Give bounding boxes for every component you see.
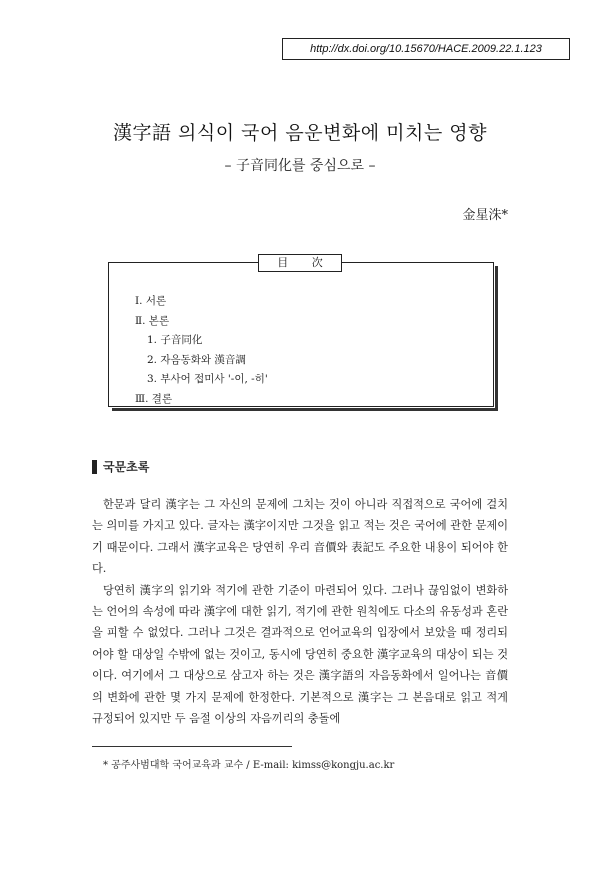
toc-subitem: 1. 子音同化: [147, 334, 203, 346]
toc-subitem: 2. 자음동화와 漢音調: [147, 353, 246, 366]
toc-item: Ⅲ. 결론: [135, 392, 173, 405]
abstract-paragraph: 한문과 달리 漢字는 그 자신의 문제에 그치는 것이 아니라 직접적으로 국어에 걸치는 의미를 가지고 있다. 글자는 漢字이지만 그것을 읽고 적는 것은 국어에 관한 문제이기 때문이다. 그래서 漢字교육은 당연히 우리 音價와 表記도 주요한 내용이 되어야 한다.: [92, 498, 508, 576]
toc-subitem: 3. 부사어 접미사 '-이, -히': [147, 373, 268, 385]
abstract-paragraph: 당연히 漢字의 읽기와 적기에 관한 기준이 마련되어 있다. 그러나 끊임없이 변화하는 언어의 속성에 따라 漢字에 대한 읽기, 적기에 관한 원칙에도 다소의 유동성과 혼란을 피할 수 없었다. 그러나 그것은 결과적으로 언어교육의 입장에서 보았을 때 정리되어야 할 대상일 수밖에 없는 것이고, 동시에 당연히 중요한 漢字교육의 대상이 되는 것이다. 여기에서 그 대상으로 삼고자 하는 것은 漢字語의 자음동화에서 일어나는 音價의 변화에 관한 몇 가지 문제에 한정한다. 기본적으로 漢字는 그 본음대로 읽고 적게 규정되어 있지만 두 음절 이상의 자음끼리의 충돌에: [92, 583, 508, 726]
author-name: 金星洙*: [462, 208, 508, 223]
footnote-divider: [92, 746, 292, 747]
toc-item: Ⅰ. 서론: [135, 295, 167, 307]
paper-title: 漢字語 의식이 국어 음운변화에 미치는 영향: [112, 122, 487, 144]
paper-subtitle: – 子音同化를 중심으로 –: [224, 158, 376, 174]
abstract-heading: [92, 458, 149, 475]
abstract-heading-label: 국문초록: [103, 460, 150, 474]
doi-link[interactable]: http://dx.doi.org/10.15670/HACE.2009.22.1.123: [282, 38, 570, 60]
author-footnote: * 공주사범대학 국어교육과 교수 / E-mail: kimss@kongju.ac.kr: [103, 760, 395, 771]
toc-label: 目 次: [258, 254, 342, 272]
toc-item: Ⅱ. 본론: [135, 314, 170, 327]
toc-list: [135, 292, 268, 409]
abstract-body: [92, 494, 508, 729]
heading-bar-icon: [92, 460, 97, 474]
